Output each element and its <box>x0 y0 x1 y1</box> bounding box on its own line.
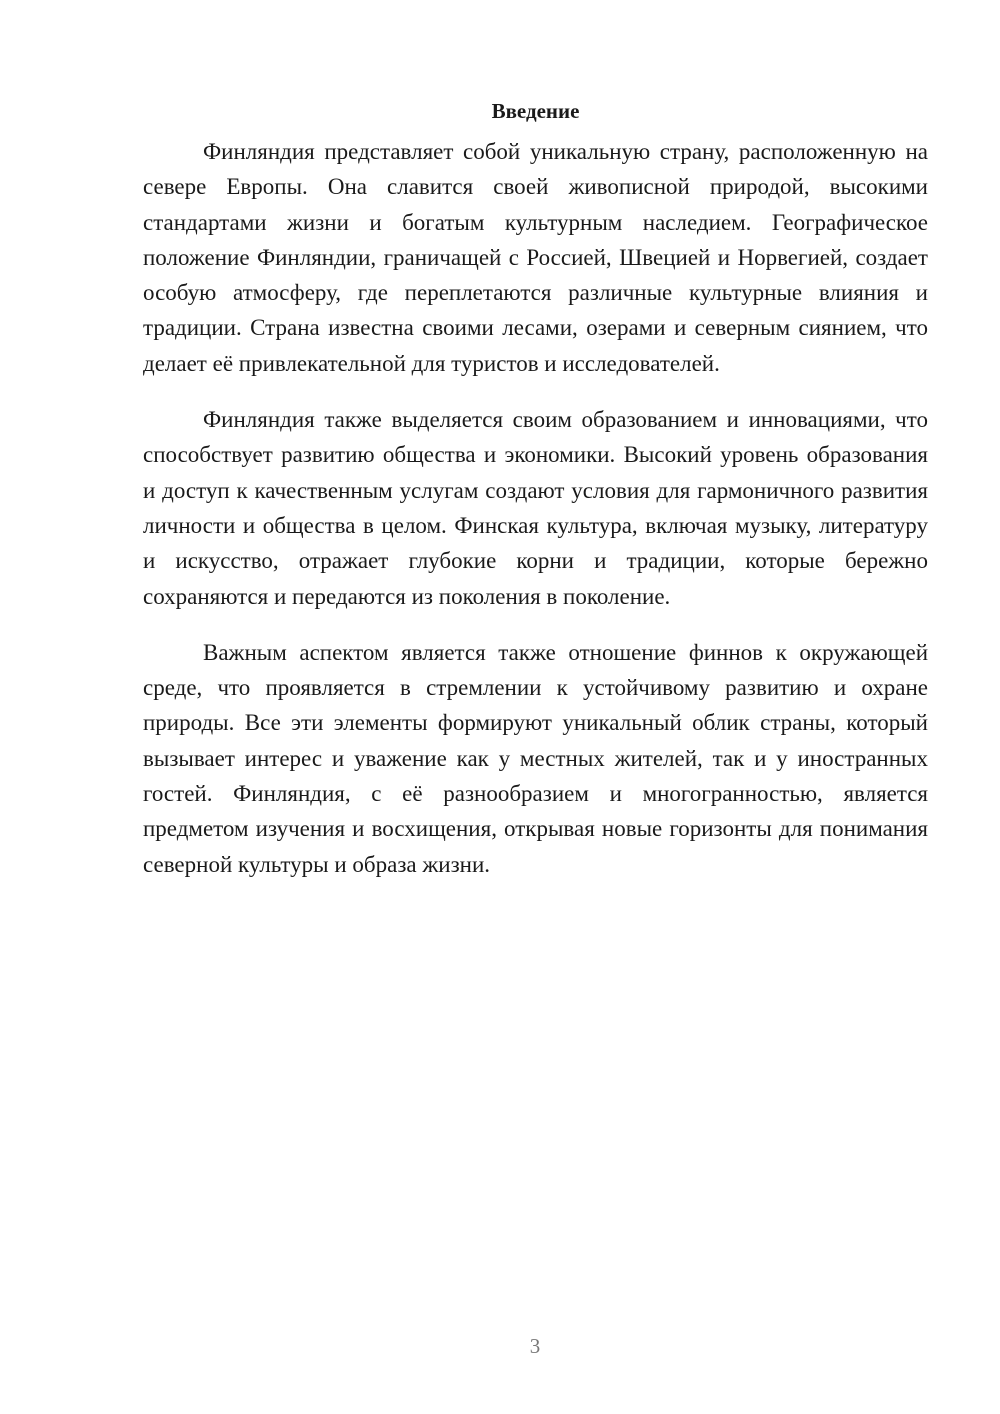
page-content <box>143 96 928 903</box>
paragraph-2: Финляндия также выделяется своим образованием и инновациями, что способствует развитию общества и экономики. Высокий уровень образования и доступ к качественным услугам создают условия для гармоничного развития личности и общества в целом. Финская культура, включая музыку, литературу и искусство, отражает глубокие корни и традиции, которые бережно сохраняются и передаются из поколения в поколение. <box>143 407 928 609</box>
section-heading: Введение <box>491 99 580 123</box>
paragraph-3: Важным аспектом является также отношение финнов к окружающей среде, что проявляется в стремлении к устойчивому развитию и охране природы. Все эти элементы формируют уникальный облик страны, который вызывает интерес и уважение как у местных жителей, так и у иностранных гостей. Финляндия, с её разнообразием и многогранностью, является предметом изучения и восхищения, открывая новые горизонты для понимания северной культуры и образа жизни. <box>143 639 928 877</box>
page-number: 3 <box>529 1334 541 1358</box>
paragraph-1: Финляндия представляет собой уникальную страну, расположенную на севере Европы. Она славится своей живописной природой, высокими стандартами жизни и богатым культурным наследием. Географическое положение Финляндии, граничащей с Россией, Швецией и Норвегией, создает особую атмосферу, где переплетаются различные культурные влияния и традиции. Страна известна своими лесами, озерами и северным сиянием, что делает её привлекательной для туристов и исследователей. <box>143 139 928 376</box>
